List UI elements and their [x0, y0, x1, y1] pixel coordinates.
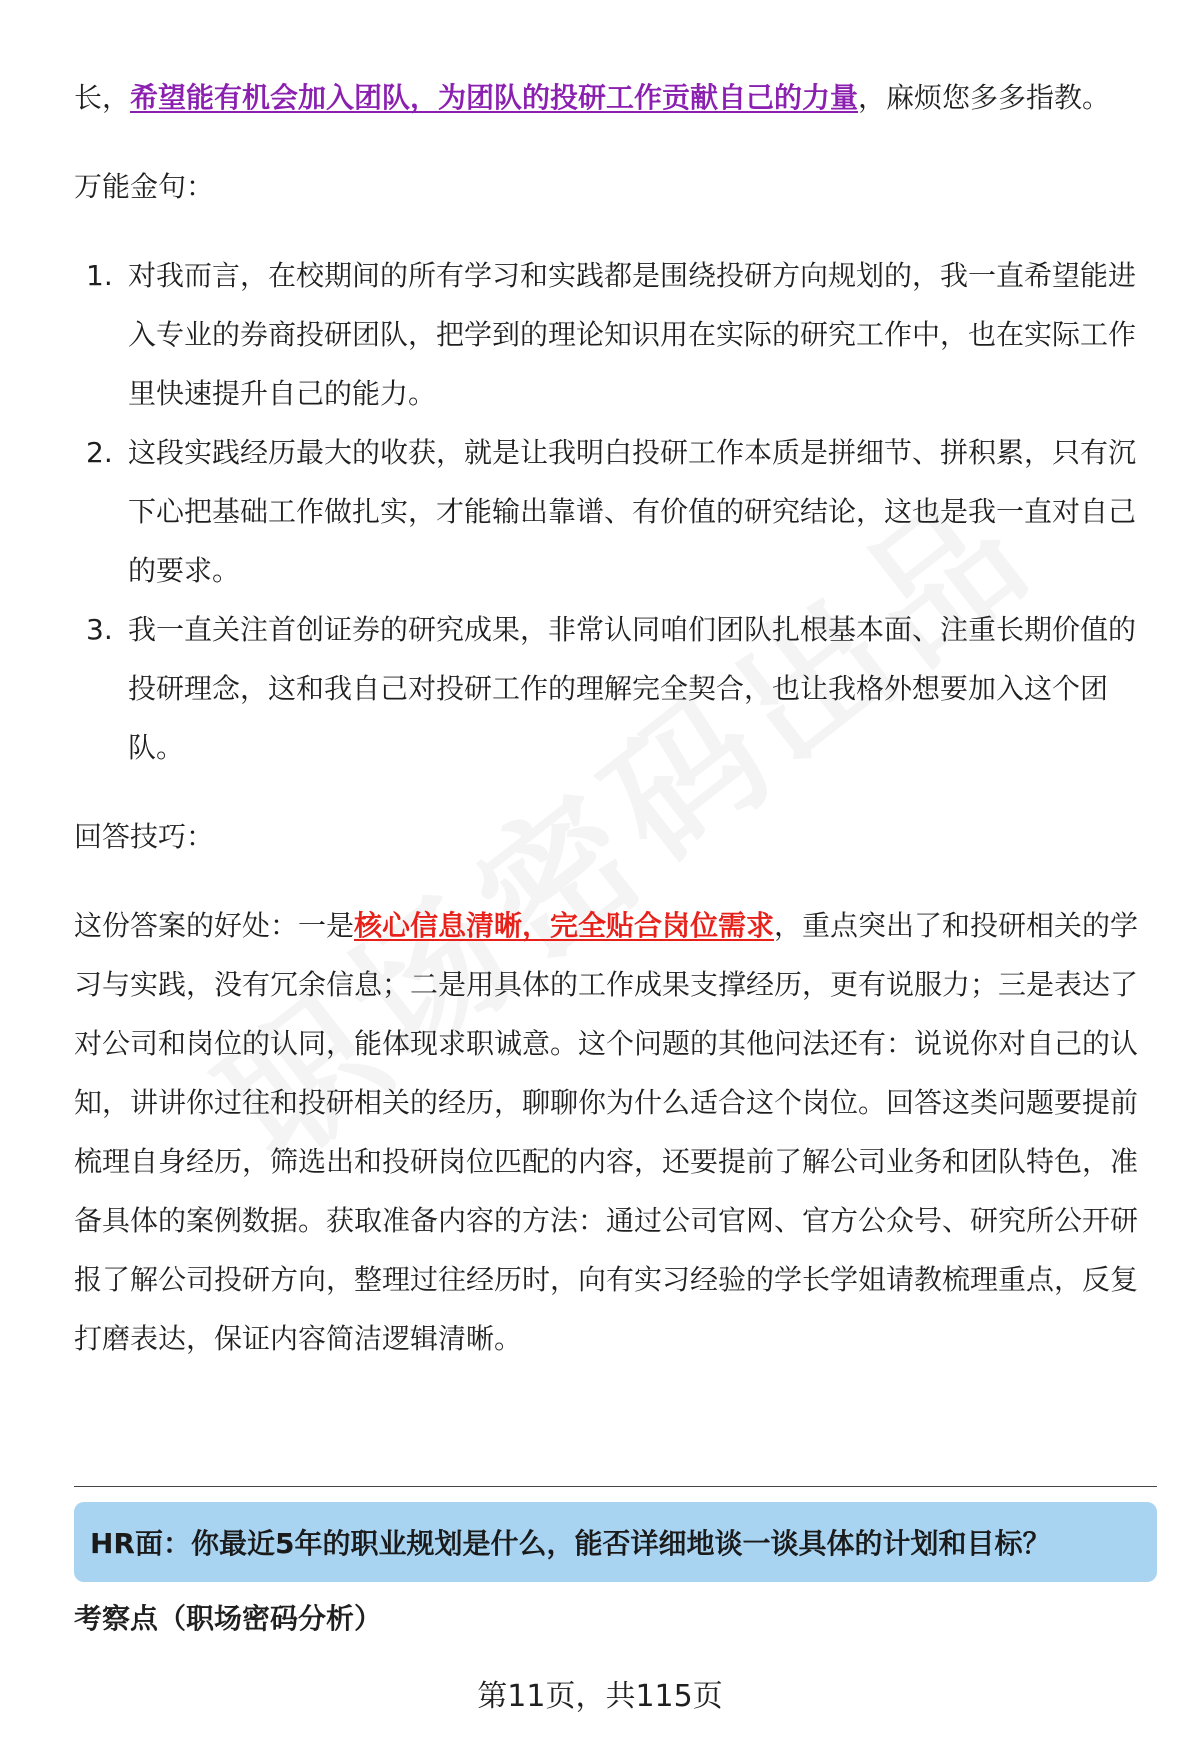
list-text: 对我而言，在校期间的所有学习和实践都是围绕投研方向规划的，我一直希望能进入专业的券商投研团队，把学到的理论知识用在实际的研究工作中，也在实际工作里快速提升自己的能力。 — [128, 259, 1137, 410]
list-text: 我一直关注首创证券的研究成果，非常认同咱们团队扎根基本面、注重长期价值的投研理念，这和我自己对投研工作的理解完全契合，也让我格外想要加入这个团队。 — [128, 613, 1137, 764]
list-text: 这段实践经历最大的收获，就是让我明白投研工作本质是拼细节、拼积累，只有沉下心把基础工作做扎实，才能输出靠谱、有价值的研究结论，这也是我一直对自己的要求。 — [128, 436, 1137, 587]
intro-highlight: 希望能有机会加入团队，为团队的投研工作贡献自己的力量 — [130, 81, 859, 114]
tips-suffix: ，重点突出了和投研相关的学习与实践，没有冗余信息；二是用具体的工作成果支撑经历，更有说服力；三是表达了对公司和岗位的认同，能体现求职诚意。这个问题的其他问法还有：说说你对自己的认知，讲讲你过往和投研相关的经历，聊聊你为什么适合这个岗位。回答这类问题要提前梳理自身经历，筛选出和投研岗位匹配的内容，还要提前了解公司业务和团队特色，准备具体的案例数据。获取准备内容的方法：通过公司官网、官方公众号、研究所公开研报了解公司投研方向，整理过往经历时，向有实习经验的学长学姐请教梳理重点，反复打磨表达，保证内容简洁逻辑清晰。 — [74, 909, 1139, 1355]
list-number: 3. — [86, 613, 113, 646]
list-item — [74, 600, 1148, 777]
golden-sentences-list — [74, 246, 1148, 777]
main-content — [74, 68, 1148, 1398]
list-number: 1. — [86, 259, 113, 292]
list-item — [74, 423, 1148, 600]
page-footer: 第11页，共115页 — [477, 1679, 723, 1714]
tips-prefix: 这份答案的好处：一是 — [74, 909, 355, 942]
intro-suffix: ，麻烦您多多指教。 — [858, 81, 1111, 114]
answer-tips-label: 回答技巧： — [74, 820, 215, 853]
list-item — [74, 246, 1148, 423]
golden-sentences-label: 万能金句： — [74, 170, 215, 203]
section-divider — [74, 1486, 1157, 1487]
question-text: HR面：你最近5年的职业规划是什么，能否详细地谈一谈具体的计划和目标？ — [90, 1527, 1051, 1560]
tips-highlight: 核心信息清晰，完全贴合岗位需求 — [354, 909, 775, 942]
intro-paragraph — [74, 68, 1148, 127]
list-number: 2. — [86, 436, 113, 469]
question-box — [74, 1502, 1157, 1582]
intro-prefix: 长， — [74, 81, 131, 114]
section-heading: 考察点（职场密码分析） — [74, 1602, 383, 1635]
answer-tips-paragraph — [74, 896, 1148, 1368]
